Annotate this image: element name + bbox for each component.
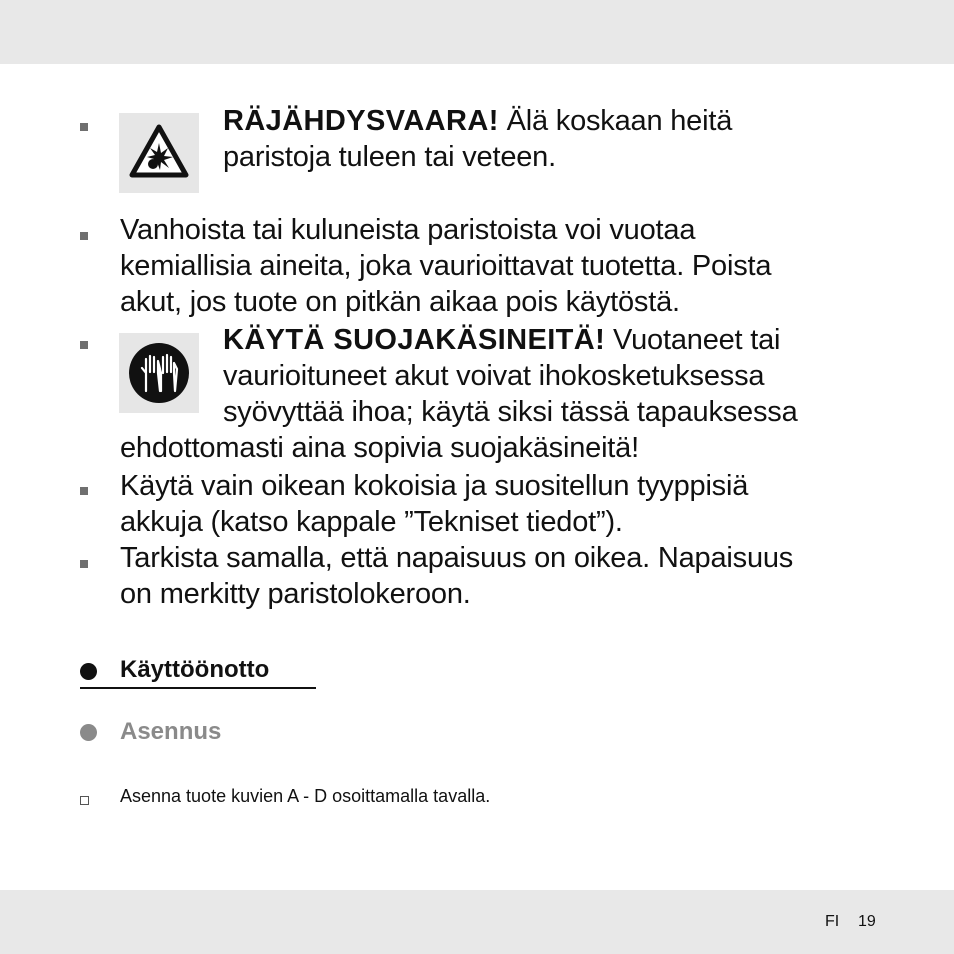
subsection-heading: Asennus xyxy=(120,718,222,745)
section-bullet-icon xyxy=(80,663,97,680)
bullet-square xyxy=(80,123,88,131)
bullet-square xyxy=(80,341,88,349)
footer-language: FI xyxy=(825,913,840,930)
paragraph-line: akut, jos tuote on pitkän aikaa pois käytöstä. xyxy=(120,286,680,318)
paragraph-line: on merkitty paristolokeroon. xyxy=(120,578,471,610)
warning-line: vaurioituneet akut voivat ihokosketuksessa xyxy=(223,360,765,392)
page-number: 19 xyxy=(858,913,876,930)
instruction-text: Asenna tuote kuvien A - D osoittamalla tavalla. xyxy=(120,786,491,806)
warning-line: paristoja tuleen tai veteen. xyxy=(223,141,556,173)
paragraph-line: Tarkista samalla, että napaisuus on oikea. Napaisuus xyxy=(120,542,794,574)
bullet-square xyxy=(80,232,88,240)
instruction-checkbox-icon xyxy=(80,796,89,805)
paragraph-line: Vanhoista tai kuluneista paristoista voi vuotaa xyxy=(120,214,696,246)
header-band xyxy=(0,0,954,64)
warning-line: syövyttää ihoa; käytä siksi tässä tapauksessa xyxy=(223,396,798,428)
subsection-bullet-icon xyxy=(80,724,97,741)
paragraph-line: akkuja (katso kappale ”Tekniset tiedot”). xyxy=(120,506,623,538)
section-heading-underline xyxy=(80,687,316,689)
paragraph-line: Käytä vain oikean kokoisia ja suositellun tyyppisiä xyxy=(120,470,749,502)
warning-line: ehdottomasti aina sopivia suojakäsineitä! xyxy=(120,432,639,464)
bullet-square xyxy=(80,560,88,568)
warning-line: RÄJÄHDYSVAARA! Älä koskaan heitä xyxy=(223,105,733,137)
footer-band xyxy=(0,890,954,954)
section-heading: Käyttöönotto xyxy=(120,656,270,683)
warning-line: KÄYTÄ SUOJAKÄSINEITÄ! Vuotaneet tai xyxy=(223,324,781,356)
bullet-square xyxy=(80,487,88,495)
explosion-warning-icon xyxy=(119,113,199,193)
paragraph-line: kemiallisia aineita, joka vaurioittavat tuotetta. Poista xyxy=(120,250,772,282)
protective-gloves-icon xyxy=(119,333,199,413)
